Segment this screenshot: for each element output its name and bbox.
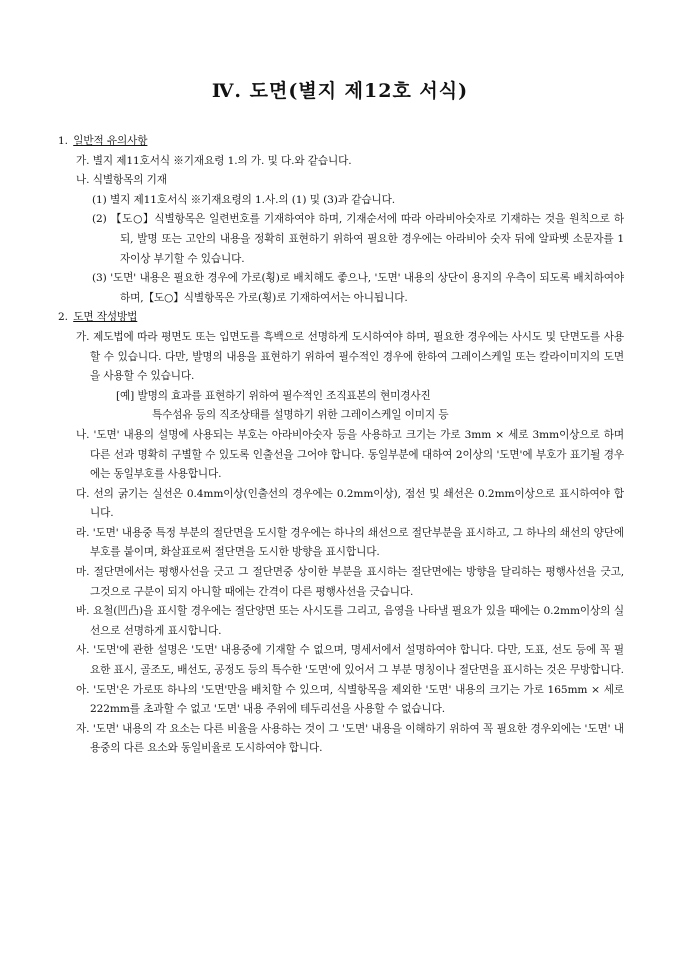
item-text: '도면'은 가로또 하나의 '도면'만을 배치할 수 있으며, 식별항목을 제외한 '도면' 내용의 크기는 가로 165mm × 세로 222mm를 초과할 수 없고 '도면' 내용 주위에 테두리선을 사용할 수 없습니다.	[90, 683, 624, 716]
item-text: '도면'에 관한 설명은 '도면' 내용중에 기재할 수 없으며, 명세서에서 설명하여야 합니다. 다만, 도표, 선도 등에 꼭 필요한 표시, 골조도, 배선도, 공정도 등의 특수한 '도면'에 있어서 그 부분 명칭이나 절단면을 표시하는 것은 무방합니다.	[90, 644, 624, 677]
sub-list-item	[58, 191, 624, 211]
list-item	[58, 485, 624, 524]
list-item	[58, 328, 624, 387]
item-label: 가.	[76, 154, 90, 167]
example-label: [예]	[116, 389, 135, 402]
list-item	[58, 152, 624, 172]
list-item	[58, 524, 624, 563]
subitem-label: (1)	[92, 193, 107, 206]
subitem-text: 별지 제11호서식 ※기재요령의 1.사.의 (1) 및 (3)과 같습니다.	[110, 193, 396, 206]
list-item	[58, 641, 624, 680]
item-text: 식별항목의 기재	[92, 174, 167, 187]
list-item	[58, 426, 624, 485]
subitem-label: (2)	[92, 213, 107, 226]
item-label: 라.	[76, 526, 90, 539]
item-label: 바.	[76, 605, 90, 618]
section-heading	[58, 308, 624, 328]
section-number: 2.	[58, 311, 68, 324]
subitem-text: 【도○】식별항목은 일련번호를 기재하여야 하며, 기재순서에 따라 아라비아숫자로 기재하는 것을 원칙으로 하되, 발명 또는 고안의 내용을 정확히 표현하기 위하여 필요한 경우에는 아라비아 숫자 뒤에 알파벳 소문자를 1자이상 부기할 수 있습니다.	[110, 213, 624, 265]
example-block	[58, 387, 624, 407]
item-text: 선의 굵기는 실선은 0.4mm이상(인출선의 경우에는 0.2mm이상), 점선 및 쇄선은 0.2mm이상으로 표시하여야 합니다.	[90, 487, 624, 520]
list-item	[58, 720, 624, 759]
item-label: 마.	[76, 566, 90, 579]
section-title: 일반적 유의사항	[73, 135, 148, 147]
sub-list-item	[58, 269, 624, 308]
item-text: 별지 제11호서식 ※기재요령 1.의 가. 및 다.와 같습니다.	[92, 154, 352, 167]
sub-list-item	[58, 210, 624, 269]
item-label: 가.	[76, 330, 90, 343]
item-text: 요철(凹凸)을 표시할 경우에는 절단양면 또는 사시도를 그리고, 음영을 나타낼 필요가 있을 때에는 0.2mm이상의 실선으로 선명하게 표시합니다.	[90, 605, 624, 637]
example-line-1: 발명의 효과를 표현하기 위하여 필수적인 조직표본의 현미경사진	[137, 389, 431, 402]
item-text: '도면' 내용의 각 요소는 다른 비율을 사용하는 것이 그 '도면' 내용을 이해하기 위하여 꼭 필요한 경우외에는 '도면' 내용중의 다른 요소와 동일비율로 도시하여야 합니다.	[90, 722, 624, 755]
item-label: 자.	[76, 722, 90, 735]
example-line-2: 특수섬유 등의 직조상태를 설명하기 위한 그레이스케일 이미지 등	[152, 409, 449, 422]
list-item	[58, 681, 624, 720]
item-label: 다.	[76, 487, 90, 500]
subitem-label: (3)	[92, 272, 107, 285]
item-text: 제도법에 따라 평면도 또는 입면도를 흑백으로 선명하게 도시하여야 하며, 필요한 경우에는 사시도 및 단면도를 사용할 수 있습니다. 다만, 발명의 내용을 표현하기 위하여 필수적인 경우에 한하여 그레이스케일 또는 칼라이미지의 도면을 사용할 수 있습니다.	[90, 330, 624, 383]
item-text: '도면' 내용중 특정 부분의 절단면을 도시할 경우에는 하나의 쇄선으로 절단부분을 표시하고, 그 하나의 쇄선의 양단에 부호를 붙이며, 화살표로써 절단면을 도시한 방향을 표시합니다.	[90, 526, 624, 559]
section-heading	[58, 132, 624, 152]
subitem-text: '도면' 내용은 필요한 경우에 가로(횡)로 배치해도 좋으나, '도면' 내용의 상단이 용지의 우측이 되도록 배치하여야 하며,【도○】식별항목은 가로(횡)로 기재하여서는 아니됩니다.	[110, 272, 624, 304]
item-label: 아.	[76, 683, 90, 696]
list-item	[58, 563, 624, 602]
item-label: 나.	[76, 428, 90, 441]
list-item	[58, 171, 624, 191]
item-text: '도면' 내용의 설명에 사용되는 부호는 아라비아숫자 등을 사용하고 크기는 가로 3mm × 세로 3mm이상으로 하며 다른 선과 명확히 구별할 수 있도록 인출선을 그어야 합니다. 동일부분에 대하여 2이상의 '도면'에 부호가 표기될 경우에는 동일부호를 사용합니다.	[90, 428, 624, 481]
section-number: 1.	[58, 135, 68, 147]
section-title: 도면 작성방법	[73, 311, 138, 324]
page-title: Ⅳ. 도면(별지 제12호 서식)	[211, 80, 469, 102]
section-drawing-method	[58, 308, 624, 759]
document-body	[58, 132, 624, 759]
item-label: 사.	[76, 644, 90, 657]
list-item	[58, 602, 624, 641]
section-general-notes	[58, 132, 624, 308]
item-label: 나.	[76, 174, 90, 187]
item-text: 절단면에서는 평행사선을 긋고 그 절단면중 상이한 부분을 표시하는 절단면에는 방향을 달리하는 평행사선을 긋고, 그것으로 구분이 되지 아니할 때에는 간격이 다른 평행사선을 긋습니다.	[90, 566, 624, 598]
